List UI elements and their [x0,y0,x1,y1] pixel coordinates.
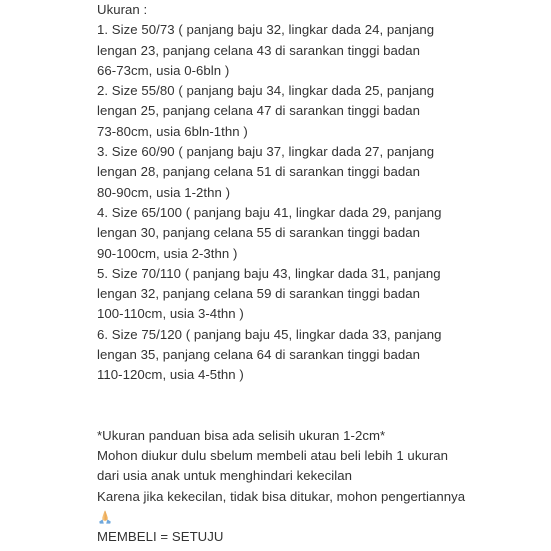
size-line: 73-80cm, usia 6bln-1thn ) [97,123,248,139]
size-line: lengan 25, panjang celana 47 di sarankan tinggi badan [97,103,421,119]
note-line: *Ukuran panduan bisa ada selisih ukuran 1-2cm* [97,427,386,443]
section-gap [97,386,542,426]
folded-hands-icon [97,509,113,525]
size-line: lengan 32, panjang celana 59 di sarankan tinggi badan [97,286,421,302]
size-line: 2. Size 55/80 ( panjang baju 34, lingkar dada 25, panjang [97,83,435,99]
size-line: 100-110cm, usia 3-4thn ) [97,306,244,322]
size-line: 66-73cm, usia 0-6bln ) [97,62,230,78]
size-list [97,20,542,385]
size-line: 110-120cm, usia 4-5thn ) [97,367,244,383]
size-line: 80-90cm, usia 1-2thn ) [97,184,231,200]
notes-section [97,426,542,507]
size-heading: Ukuran : [97,2,148,17]
note-line: Mohon diukur dulu sbelum membeli atau beli lebih 1 ukuran [97,447,449,463]
size-line: lengan 35, panjang celana 64 di sarankan tinggi badan [97,347,421,363]
note-line: Karena jika kekecilan, tidak bisa ditukar, mohon pengertiannya [97,488,466,504]
product-description [97,0,542,547]
size-line: lengan 28, panjang celana 51 di sarankan tinggi badan [97,164,421,180]
size-line: 5. Size 70/110 ( panjang baju 43, lingkar dada 31, panjang [97,265,441,281]
closing-statement: MEMBELI = SETUJU [97,529,224,545]
emoji-row [97,507,542,527]
size-line: 4. Size 65/100 ( panjang baju 41, lingkar dada 29, panjang [97,204,442,220]
size-line: 3. Size 60/90 ( panjang baju 37, lingkar dada 27, panjang [97,144,435,160]
note-line: dari usia anak untuk menghindari kekecilan [97,468,353,484]
size-line: 1. Size 50/73 ( panjang baju 32, lingkar dada 24, panjang [97,22,435,38]
size-line: lengan 23, panjang celana 43 di sarankan tinggi badan [97,42,421,58]
size-line: 6. Size 75/120 ( panjang baju 45, lingkar dada 33, panjang [97,326,442,342]
size-line: 90-100cm, usia 2-3thn ) [97,245,238,261]
size-line: lengan 30, panjang celana 55 di sarankan tinggi badan [97,225,421,241]
